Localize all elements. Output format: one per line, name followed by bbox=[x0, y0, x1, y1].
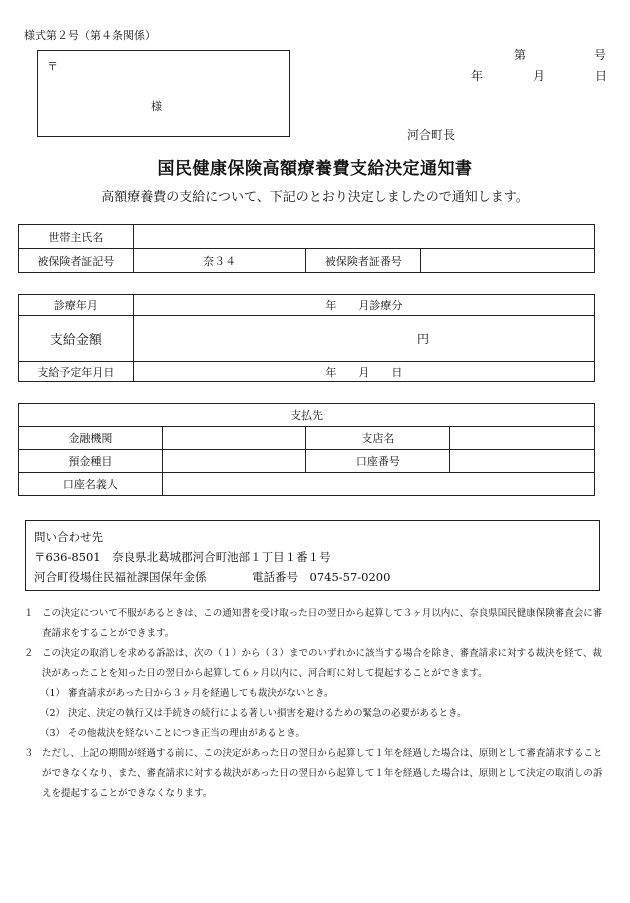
note-text: 決定、決定の執行又は手続きの続行による著しい損害を避けるための緊急の必要があるとき。 bbox=[68, 708, 467, 719]
note-text: 審査請求があった日から３ヶ月を経過しても裁決がないとき。 bbox=[68, 688, 334, 699]
date-label: 支給予定年月日 bbox=[19, 362, 134, 382]
inquiry-label: 問い合わせ先 bbox=[34, 530, 103, 544]
inquiry-phone: 電話番号 0745-57-0200 bbox=[252, 570, 391, 584]
holder-value[interactable] bbox=[162, 473, 594, 496]
date-month: 月 bbox=[533, 69, 546, 83]
note-number: １ bbox=[24, 608, 34, 619]
note-number: （1） bbox=[40, 688, 66, 699]
table-row bbox=[19, 427, 595, 450]
note-2-item-1 bbox=[24, 684, 609, 704]
inquiry-office: 河合町役場住民福祉課国保年金係 bbox=[34, 570, 207, 584]
note-number: （3） bbox=[40, 728, 66, 739]
month-value[interactable]: 年 月診療分 bbox=[133, 295, 594, 316]
symbol-label: 被保険者証記号 bbox=[19, 249, 134, 273]
householder-label: 世帯主氏名 bbox=[19, 225, 134, 249]
note-2 bbox=[24, 644, 609, 684]
branch-value[interactable] bbox=[450, 427, 595, 450]
table-row bbox=[19, 295, 595, 316]
note-text: この決定の取消しを求める訴訟は、次の（１）から（３）までのいずれかに該当する場合を除き、審査請求に対する裁決を経て、裁決があったことを知った日の翌日から起算して６ヶ月以内に、河合町に対して提起することができます。 bbox=[42, 648, 602, 679]
bank-value[interactable] bbox=[162, 427, 306, 450]
payee-table bbox=[18, 403, 595, 496]
note-2-item-3 bbox=[24, 724, 609, 744]
account-label: 口座番号 bbox=[306, 450, 450, 473]
table-row bbox=[19, 316, 595, 362]
account-value[interactable] bbox=[450, 450, 595, 473]
inquiry-box bbox=[25, 520, 600, 591]
issuer: 河合町長 bbox=[407, 128, 456, 142]
table-row bbox=[19, 450, 595, 473]
symbol-value[interactable]: 奈３４ bbox=[133, 249, 306, 273]
month-label: 診療年月 bbox=[19, 295, 134, 316]
note-3 bbox=[24, 744, 609, 804]
postal-mark: 〒 bbox=[47, 60, 58, 73]
inquiry-address: 〒636-8501 奈良県北葛城郡河合町池部１丁目１番１号 bbox=[34, 550, 331, 564]
amount-label: 支給金額 bbox=[19, 316, 134, 362]
date-day: 日 bbox=[595, 69, 608, 83]
note-number: ２ bbox=[24, 648, 34, 659]
note-1 bbox=[24, 604, 609, 644]
deposit-value[interactable] bbox=[162, 450, 306, 473]
note-text: ただし、上記の期間が経過する前に、この決定があった日の翌日から起算して１年を経過した場合は、原則として審査請求することができなくなり、また、審査請求に対する裁決があった日の翌日から起算して１年を経過した場合は、原則として決定の取消しの訴えを提起することができなくなります。 bbox=[42, 748, 603, 799]
note-number: ３ bbox=[24, 748, 34, 759]
page-title: 国民健康保険高額療養費支給決定通知書 bbox=[157, 159, 473, 179]
table-row bbox=[19, 225, 595, 249]
payee-header: 支払先 bbox=[19, 404, 595, 427]
number-value[interactable] bbox=[421, 249, 595, 273]
branch-label: 支店名 bbox=[306, 427, 450, 450]
table-row bbox=[19, 404, 595, 427]
note-2-item-2 bbox=[24, 704, 609, 724]
form-number: 様式第２号（第４条関係） bbox=[24, 29, 156, 42]
note-text: その他裁決を経ないことにつき正当の理由があるとき。 bbox=[68, 728, 305, 739]
note-text: この決定について不服があるときは、この通知書を受け取った日の翌日から起算して３ヶ月以内に、奈良県国民健康保険審査会に審査請求をすることができます。 bbox=[42, 608, 603, 639]
table-row bbox=[19, 473, 595, 496]
notes bbox=[24, 604, 609, 804]
deposit-label: 預金種目 bbox=[19, 450, 163, 473]
address-box bbox=[37, 50, 290, 137]
insured-table bbox=[18, 224, 595, 273]
holder-label: 口座名義人 bbox=[19, 473, 163, 496]
bank-label: 金融機関 bbox=[19, 427, 163, 450]
date-year: 年 bbox=[471, 69, 484, 83]
doc-number-suffix: 号 bbox=[594, 48, 607, 62]
table-row bbox=[19, 249, 595, 273]
table-row bbox=[19, 362, 595, 382]
date-value[interactable]: 年 月 日 bbox=[133, 362, 594, 382]
payment-table bbox=[18, 294, 595, 382]
page-subtitle: 高額療養費の支給について、下記のとおり決定しましたので通知します。 bbox=[101, 190, 529, 205]
amount-value[interactable]: 円 bbox=[133, 316, 594, 362]
doc-number-prefix: 第 bbox=[514, 48, 527, 62]
number-label: 被保険者証番号 bbox=[306, 249, 421, 273]
recipient-honorific: 様 bbox=[151, 100, 162, 113]
note-number: （2） bbox=[40, 708, 66, 719]
householder-value[interactable] bbox=[133, 225, 594, 249]
